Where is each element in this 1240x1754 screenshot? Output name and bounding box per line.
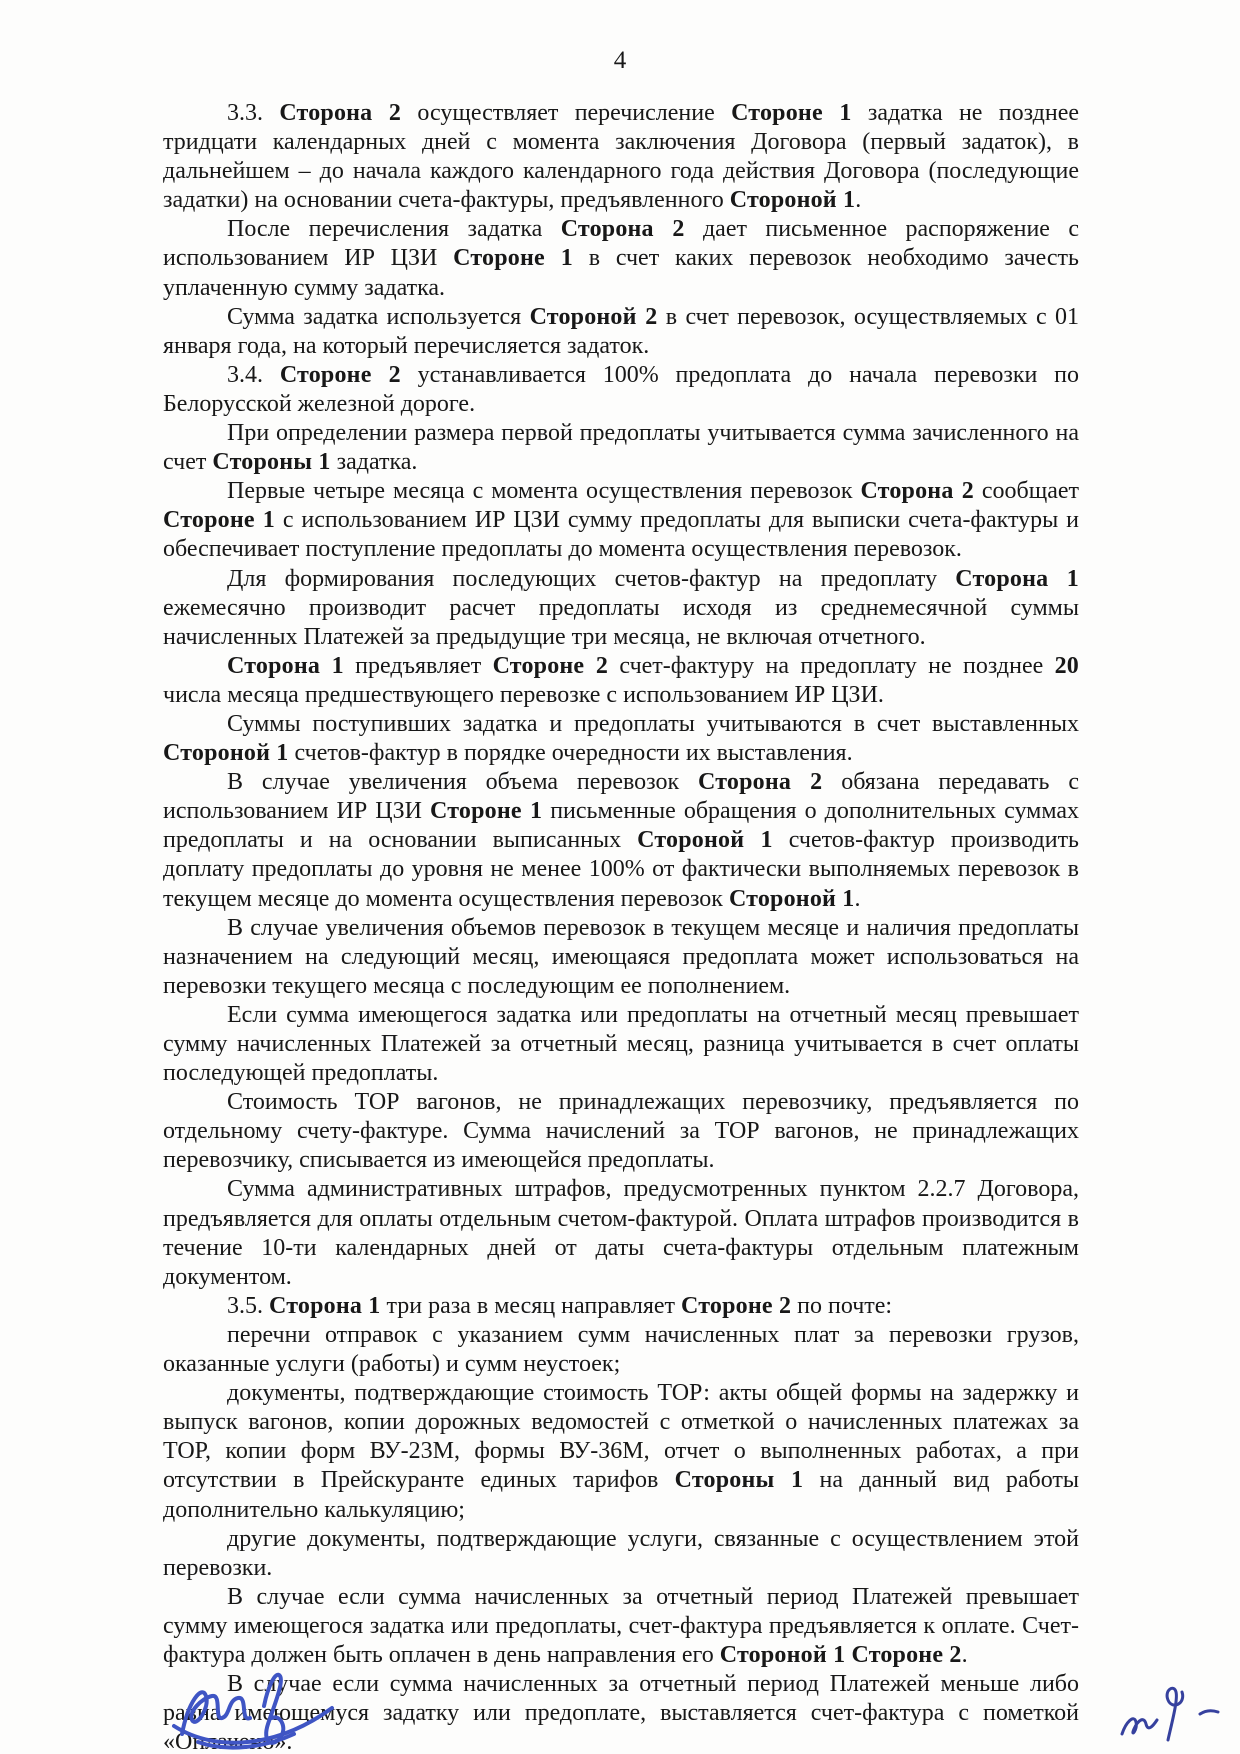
text-run: другие документы, подтверждающие услуги, связанные с осуществлением этой перевозки. (163, 1525, 1079, 1581)
paragraph (163, 710, 1079, 768)
handwritten-initials (1112, 1682, 1224, 1746)
paragraph (163, 1379, 1079, 1524)
text-run: Для формирования последующих счетов-фактур на предоплату (227, 565, 956, 592)
text-run: документы, подтверждающие стоимость ТОР: акты общей формы на задержку и выпуск вагонов, копии дорожных ведомостей с отметкой о начисленных платежах за ТОР, копии форм ВУ-23М, формы ВУ-36М, отчет о выполненных работах, а при отсутствии в Прейскуранте единых тарифов (163, 1380, 1079, 1494)
text-run: В случае увеличения объемов перевозок в текущем месяце и наличия предоплаты назначением на следующий месяц, имеющаяся предоплата может использоваться на перевозки текущего месяца с последующим ее пополнением. (163, 914, 1079, 999)
text-run: числа месяца предшествующего перевозке с использованием ИР ЦЗИ. (163, 681, 884, 708)
paragraph (163, 477, 1079, 564)
bold-text-run: Стороне 1 (429, 798, 543, 825)
bold-text-run: Стороной 1 (728, 885, 855, 912)
bold-text-run: Стороной 2 (529, 303, 658, 330)
paragraph (163, 419, 1079, 477)
text-run: осуществляет перечисление (401, 100, 732, 126)
handwritten-signature (168, 1662, 343, 1754)
text-run: Сумма задатка используется (227, 303, 530, 330)
text-run: обязана передавать с использованием ИР ЦЗИ (163, 769, 1079, 825)
text-run: с использованием ИР ЦЗИ сумму предоплаты для выписки счета-фактуры и обеспечивает поступление предоплаты до момента осуществления перевозок. (163, 507, 1079, 563)
text-run: 3.4. (227, 361, 280, 388)
text-run: счетов-фактур в порядке очередности их выставления. (288, 740, 853, 767)
paragraph (163, 1583, 1079, 1670)
text-run: В случае увеличения объема перевозок (227, 769, 699, 796)
text-run: задатка не позднее тридцати календарных дней с момента заключения Договора (первый задаток), в дальнейшем – до начала каждого календарного года действия Договора (последующие задатки) на основании счета-фактуры, предъявленного (163, 100, 1080, 214)
text-run: предъявляет (343, 652, 493, 679)
paragraph (163, 361, 1079, 419)
text-run: по почте: (791, 1292, 893, 1319)
paragraph (163, 303, 1079, 361)
text-run: 3.5. (227, 1292, 269, 1319)
bold-text-run: Сторона 2 (860, 478, 974, 505)
text-run: устанавливается 100% предоплата до начала перевозки по Белорусской железной дороге. (163, 361, 1080, 417)
text-run: задатка. (330, 449, 418, 476)
text-run: 3.3. (227, 100, 280, 126)
initials-ink (1122, 1688, 1218, 1740)
paragraph (163, 1175, 1079, 1291)
text-run: письменные обращения о дополнительных суммах предоплаты и на основании выписанных (163, 798, 1079, 854)
bold-text-run: Стороной 1 (637, 827, 773, 854)
text-run: на данный вид работы дополнительно калькуляцию; (163, 1467, 1080, 1523)
bold-text-run: Стороной 1 (163, 740, 289, 767)
bold-text-run: Стороне 1 (453, 245, 573, 272)
text-run: ежемесячно производит расчет предоплаты исходя из среднемесячной суммы начисленных Платежей за предыдущие три месяца, не включая отчетного. (163, 594, 1079, 650)
text-run: Первые четыре месяца с момента осуществления перевозок (227, 478, 861, 505)
bold-text-run: Сторона 1 (227, 652, 344, 679)
bold-text-run: Сторона 2 (560, 216, 685, 243)
bold-text-run: Сторона 2 (698, 769, 823, 796)
bold-text-run: Стороной 1 Стороне 2 (719, 1641, 962, 1668)
bold-text-run: Стороне 2 (279, 361, 401, 388)
paragraph (163, 1001, 1079, 1088)
text-run: . (961, 1641, 968, 1668)
bold-text-run: Сторона 1 (955, 565, 1079, 592)
text-run: счет-фактуру на предоплату не позднее (608, 652, 1055, 679)
text-run: три раза в месяц направляет (380, 1292, 682, 1319)
text-run: перечни отправок с указанием сумм начисленных плат за перевозки грузов, оказанные услуги (работы) и сумм неустоек; (163, 1321, 1079, 1378)
bold-text-run: 20 (1054, 652, 1080, 679)
page-number: 4 (613, 47, 627, 74)
text-run: В случае если сумма начисленных за отчетный период Платежей превышает сумму имеющегося задатка или предоплаты, счет-фактура предъявляется к оплате. Счет-фактура должен быть оплачен в день направления его (163, 1583, 1079, 1668)
bold-text-run: Сторона 2 (279, 100, 402, 126)
document-body (163, 99, 1079, 1754)
paragraph (163, 652, 1079, 710)
bold-text-run: Стороне 1 (163, 507, 275, 534)
paragraph (163, 1088, 1079, 1175)
paragraph (163, 565, 1079, 652)
text-run: Суммы поступивших задатка и предоплаты учитываются в счет выставленных (227, 710, 1079, 737)
bold-text-run: Стороне 1 (731, 100, 852, 126)
paragraph (163, 1321, 1079, 1379)
text-run: в счет перевозок, осуществляемых с 01 января года, на который перечисляется задаток. (163, 303, 1079, 359)
bold-text-run: Сторона 1 (269, 1292, 381, 1319)
bold-text-run: Стороной 1 (729, 187, 856, 214)
paragraph (163, 1525, 1079, 1583)
paragraph (163, 215, 1079, 302)
bold-text-run: Стороне 2 (492, 652, 609, 679)
bold-text-run: Стороны 1 (212, 449, 331, 476)
text-run: дает письменное распоряжение с использованием ИР ЦЗИ (163, 216, 1080, 272)
paragraph (163, 768, 1079, 913)
bold-text-run: Стороне 2 (681, 1292, 792, 1319)
text-run: . (855, 187, 862, 214)
text-run: счетов-фактур производить доплату предоплаты до уровня не менее 100% от фактически выполняемых перевозок в текущем месяце до момента осуществления перевозок (163, 827, 1079, 912)
paragraph (163, 1292, 1079, 1321)
text-run: После перечисления задатка (227, 216, 561, 243)
text-run: в счет каких перевозок необходимо зачесть уплаченную сумму задатка. (163, 245, 1079, 301)
text-run: При определении размера первой предоплаты учитывается сумма зачисленного на счет (163, 420, 1079, 476)
paragraph (163, 99, 1079, 215)
paragraph (163, 914, 1079, 1001)
text-run: Сумма административных штрафов, предусмотренных пунктом 2.2.7 Договора, предъявляется для оплаты отдельным счетом-фактурой. Оплата штрафов производится в течение 10-ти календарных дней от даты счета-фактуры отдельным платежным документом. (163, 1176, 1079, 1290)
bold-text-run: Стороны 1 (674, 1467, 804, 1494)
text-run: В случае если сумма начисленных за отчетный период Платежей меньше либо равна имеющемуся задатку или предоплате, выставляется счет-фактура с пометкой «Оплачено». (163, 1671, 1079, 1754)
text-run: Стоимость ТОР вагонов, не принадлежащих перевозчику, предъявляется по отдельному счету-фактуре. Сумма начислений за ТОР вагонов, не принадлежащих перевозчику, списывается из имеющейся предоплаты. (163, 1089, 1079, 1174)
text-run: Если сумма имеющегося задатка или предоплаты на отчетный месяц превышает сумму начисленных Платежей за отчетный месяц, разница учитывается в счет оплаты последующей предоплаты. (163, 1001, 1079, 1087)
signature-ink (174, 1675, 332, 1748)
text-run: сообщает (973, 478, 1080, 505)
text-run: . (854, 885, 861, 912)
